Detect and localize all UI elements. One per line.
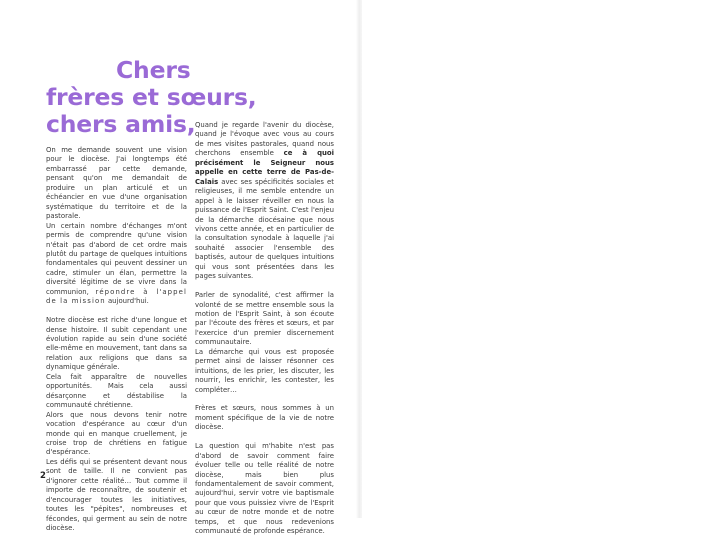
- page-title: [46, 56, 257, 138]
- paragraph-text: Un certain nombre d'échanges m'ont permis de comprendre qu'une vision n'était pas d'abord de cet ordre mais plutôt du partage de quelques intuitions fondamentales qui peuvent dessiner un cadre, stimuler un élan, permettre la diversité légitime de se vivre dans la communion,: [46, 221, 187, 296]
- page-number: 2: [40, 471, 46, 481]
- paragraph-text: avec ses spécificités sociales et religieuses, il me semble entendre un appel à le laisser réveiller en nous la puissance de l'Esprit Saint. C'est l'enjeu de la démarche diocésaine que nous vivons cette année, et en particulier de la consultation synodale à laquelle j'ai souhaité associer l'ensemble des baptisés, autour de quelques intuitions qui vous sont présentées dans les pages suivantes.: [195, 177, 334, 281]
- title-line-2: frères et sœurs,: [46, 83, 257, 111]
- paragraph: La question qui m'habite n'est pas d'abord de savoir comment faire évoluer telle ou telle réalité de notre diocèse, mais bien plus fondamentalement de savoir comment, aujourd'hui, servir votre vie baptismale pour que vous puissiez vivre de l'Esprit au cœur de notre monde et de notre temps, et que nous redevenions communauté de profonde espérance.: [195, 442, 334, 536]
- paragraph: Les défis qui se présentent devant nous sont de taille. Il ne convient pas d'ignorer cette réalité… Tout comme il importe de reconnaître, de soutenir et d'encourager toutes les initiatives, toutes les "pépites", nombreuses et fécondes, qui germent au sein de notre diocèse.: [46, 457, 187, 533]
- page-gutter: [356, 0, 362, 518]
- left-text-column: [46, 146, 187, 534]
- paragraph: La démarche qui vous est proposée permet ainsi de laisser résonner ces intuitions, de les prier, les discuter, les nourrir, les enrichir, les contester, les compléter…: [195, 347, 334, 394]
- paragraph: Cela fait apparaître de nouvelles opportunités. Mais cela aussi désarçonne et déstabilise la communauté chrétienne.: [46, 372, 187, 410]
- title-line-3: chers amis,: [46, 110, 196, 138]
- paragraph: Alors que nous devons tenir notre vocation d'espérance au cœur d'un monde qui en manque cruellement, je croise trop de chrétiens en fatigue d'espérance.: [46, 410, 187, 457]
- paragraph-text-spaced: répondre à l'appel de la mission: [46, 287, 187, 306]
- paragraph: On me demande souvent une vision pour le diocèse. J'ai longtemps été embarrassé par cette demande, pensant qu'on me demandait de produire un plan articulé et un échéancier en vue d'une organisation systématique du territoire et de la pastorale.: [46, 146, 187, 221]
- paragraph: Notre diocèse est riche d'une longue et dense histoire. Il subit cependant une évolution rapide au sein d'une société elle-même en mouvement, tant dans sa relation aux religions que dans sa dynamique générale.: [46, 316, 187, 372]
- title-line-1: Chers: [116, 56, 191, 84]
- paragraph-text: Quand je regarde l'avenir du diocèse, quand je l'évoque avec vous au cours de mes visites pastorales, quand nous cherchons ensemble: [195, 121, 334, 158]
- paragraph: Frères et sœurs, nous sommes à un moment spécifique de la vie de notre diocèse.: [195, 404, 334, 432]
- paragraph: [195, 121, 334, 282]
- emphasis-text: ce à quoi précisément le Seigneur nous appelle en cette terre de Pas-de-Calais: [195, 149, 334, 186]
- paragraph-text: aujourd'hui.: [107, 297, 149, 306]
- paragraph: [46, 222, 187, 307]
- right-text-column: [195, 121, 334, 537]
- paragraph: Parler de synodalité, c'est affirmer la volonté de se mettre ensemble sous la motion de l'Esprit Saint, à son écoute par l'écoute des frères et sœurs, et par l'exercice d'un premier discernement communautaire.: [195, 291, 334, 347]
